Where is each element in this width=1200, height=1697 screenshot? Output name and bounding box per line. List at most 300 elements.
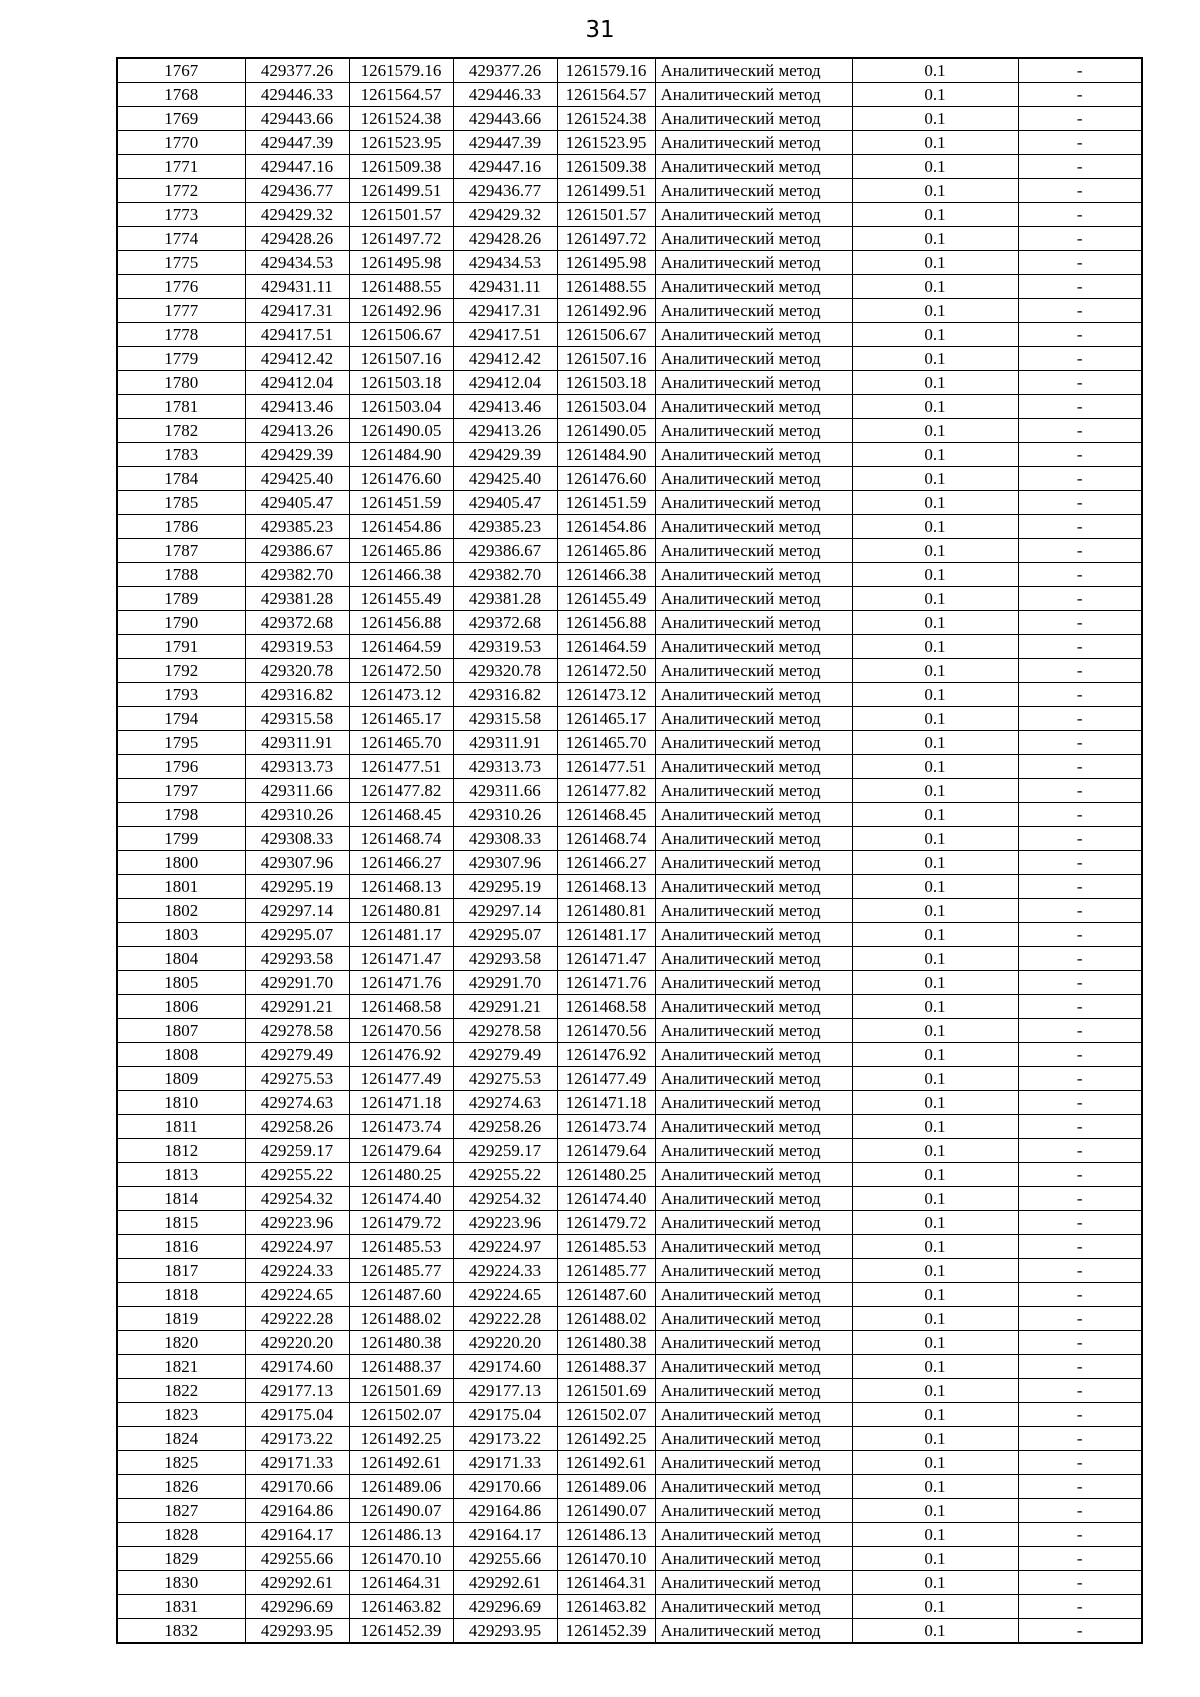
x-new-cell: 429382.70 <box>453 563 557 587</box>
table-row <box>117 251 1142 275</box>
note-cell: - <box>1018 1067 1142 1091</box>
y-old-cell: 1261501.69 <box>349 1379 453 1403</box>
x-new-cell: 429372.68 <box>453 611 557 635</box>
x-new-cell: 429307.96 <box>453 851 557 875</box>
point-number-cell: 1816 <box>117 1235 245 1259</box>
y-new-cell: 1261492.25 <box>557 1427 655 1451</box>
point-number-cell: 1794 <box>117 707 245 731</box>
x-old-cell: 429377.26 <box>245 58 349 83</box>
point-number-cell: 1814 <box>117 1187 245 1211</box>
method-cell: Аналитический метод <box>655 1331 852 1355</box>
x-new-cell: 429413.26 <box>453 419 557 443</box>
precision-cell: 0.1 <box>852 1619 1018 1644</box>
y-new-cell: 1261466.38 <box>557 563 655 587</box>
x-old-cell: 429320.78 <box>245 659 349 683</box>
x-new-cell: 429259.17 <box>453 1139 557 1163</box>
x-old-cell: 429308.33 <box>245 827 349 851</box>
y-old-cell: 1261486.13 <box>349 1523 453 1547</box>
y-old-cell: 1261468.58 <box>349 995 453 1019</box>
precision-cell: 0.1 <box>852 1091 1018 1115</box>
point-number-cell: 1823 <box>117 1403 245 1427</box>
precision-cell: 0.1 <box>852 251 1018 275</box>
y-old-cell: 1261488.02 <box>349 1307 453 1331</box>
method-cell: Аналитический метод <box>655 131 852 155</box>
table-row <box>117 659 1142 683</box>
y-old-cell: 1261465.70 <box>349 731 453 755</box>
precision-cell: 0.1 <box>852 1547 1018 1571</box>
precision-cell: 0.1 <box>852 1187 1018 1211</box>
x-old-cell: 429313.73 <box>245 755 349 779</box>
y-new-cell: 1261477.49 <box>557 1067 655 1091</box>
table-row <box>117 683 1142 707</box>
table-body <box>117 58 1142 1643</box>
method-cell: Аналитический метод <box>655 1235 852 1259</box>
precision-cell: 0.1 <box>852 515 1018 539</box>
point-number-cell: 1828 <box>117 1523 245 1547</box>
x-old-cell: 429311.91 <box>245 731 349 755</box>
precision-cell: 0.1 <box>852 179 1018 203</box>
y-new-cell: 1261474.40 <box>557 1187 655 1211</box>
y-old-cell: 1261479.72 <box>349 1211 453 1235</box>
x-new-cell: 429224.65 <box>453 1283 557 1307</box>
method-cell: Аналитический метод <box>655 515 852 539</box>
y-new-cell: 1261481.17 <box>557 923 655 947</box>
method-cell: Аналитический метод <box>655 1451 852 1475</box>
point-number-cell: 1818 <box>117 1283 245 1307</box>
y-old-cell: 1261477.49 <box>349 1067 453 1091</box>
precision-cell: 0.1 <box>852 443 1018 467</box>
method-cell: Аналитический метод <box>655 563 852 587</box>
table-row <box>117 1235 1142 1259</box>
x-old-cell: 429385.23 <box>245 515 349 539</box>
note-cell: - <box>1018 1259 1142 1283</box>
method-cell: Аналитический метод <box>655 251 852 275</box>
precision-cell: 0.1 <box>852 347 1018 371</box>
table-row <box>117 58 1142 83</box>
table-row <box>117 1427 1142 1451</box>
y-old-cell: 1261466.27 <box>349 851 453 875</box>
precision-cell: 0.1 <box>852 947 1018 971</box>
x-old-cell: 429447.16 <box>245 155 349 179</box>
y-old-cell: 1261484.90 <box>349 443 453 467</box>
x-old-cell: 429431.11 <box>245 275 349 299</box>
note-cell: - <box>1018 899 1142 923</box>
x-new-cell: 429447.39 <box>453 131 557 155</box>
precision-cell: 0.1 <box>852 1043 1018 1067</box>
x-new-cell: 429315.58 <box>453 707 557 731</box>
x-old-cell: 429223.96 <box>245 1211 349 1235</box>
x-old-cell: 429224.65 <box>245 1283 349 1307</box>
precision-cell: 0.1 <box>852 1283 1018 1307</box>
precision-cell: 0.1 <box>852 611 1018 635</box>
note-cell: - <box>1018 131 1142 155</box>
table-row <box>117 827 1142 851</box>
point-number-cell: 1775 <box>117 251 245 275</box>
x-new-cell: 429436.77 <box>453 179 557 203</box>
y-old-cell: 1261488.55 <box>349 275 453 299</box>
note-cell: - <box>1018 1427 1142 1451</box>
x-old-cell: 429296.69 <box>245 1595 349 1619</box>
y-old-cell: 1261465.17 <box>349 707 453 731</box>
table-row <box>117 779 1142 803</box>
y-old-cell: 1261470.10 <box>349 1547 453 1571</box>
y-old-cell: 1261489.06 <box>349 1475 453 1499</box>
y-new-cell: 1261503.04 <box>557 395 655 419</box>
precision-cell: 0.1 <box>852 395 1018 419</box>
y-new-cell: 1261480.25 <box>557 1163 655 1187</box>
x-old-cell: 429254.32 <box>245 1187 349 1211</box>
y-old-cell: 1261497.72 <box>349 227 453 251</box>
coordinates-table <box>116 57 1143 1644</box>
y-new-cell: 1261497.72 <box>557 227 655 251</box>
point-number-cell: 1770 <box>117 131 245 155</box>
x-old-cell: 429177.13 <box>245 1379 349 1403</box>
note-cell: - <box>1018 755 1142 779</box>
x-new-cell: 429429.32 <box>453 203 557 227</box>
point-number-cell: 1793 <box>117 683 245 707</box>
method-cell: Аналитический метод <box>655 755 852 779</box>
x-new-cell: 429292.61 <box>453 1571 557 1595</box>
table-row <box>117 1523 1142 1547</box>
x-old-cell: 429259.17 <box>245 1139 349 1163</box>
x-new-cell: 429311.66 <box>453 779 557 803</box>
note-cell: - <box>1018 107 1142 131</box>
y-new-cell: 1261451.59 <box>557 491 655 515</box>
y-old-cell: 1261499.51 <box>349 179 453 203</box>
point-number-cell: 1817 <box>117 1259 245 1283</box>
precision-cell: 0.1 <box>852 299 1018 323</box>
method-cell: Аналитический метод <box>655 731 852 755</box>
y-old-cell: 1261507.16 <box>349 347 453 371</box>
y-old-cell: 1261501.57 <box>349 203 453 227</box>
note-cell: - <box>1018 827 1142 851</box>
table-row <box>117 1355 1142 1379</box>
y-new-cell: 1261472.50 <box>557 659 655 683</box>
method-cell: Аналитический метод <box>655 1139 852 1163</box>
x-new-cell: 429417.31 <box>453 299 557 323</box>
table-row <box>117 1139 1142 1163</box>
method-cell: Аналитический метод <box>655 299 852 323</box>
method-cell: Аналитический метод <box>655 107 852 131</box>
y-new-cell: 1261492.96 <box>557 299 655 323</box>
method-cell: Аналитический метод <box>655 1019 852 1043</box>
point-number-cell: 1812 <box>117 1139 245 1163</box>
x-old-cell: 429275.53 <box>245 1067 349 1091</box>
note-cell: - <box>1018 875 1142 899</box>
x-new-cell: 429412.04 <box>453 371 557 395</box>
x-new-cell: 429254.32 <box>453 1187 557 1211</box>
y-new-cell: 1261487.60 <box>557 1283 655 1307</box>
y-new-cell: 1261488.37 <box>557 1355 655 1379</box>
point-number-cell: 1788 <box>117 563 245 587</box>
y-old-cell: 1261476.60 <box>349 467 453 491</box>
method-cell: Аналитический метод <box>655 1499 852 1523</box>
note-cell: - <box>1018 275 1142 299</box>
method-cell: Аналитический метод <box>655 1595 852 1619</box>
y-new-cell: 1261485.77 <box>557 1259 655 1283</box>
x-new-cell: 429224.33 <box>453 1259 557 1283</box>
point-number-cell: 1805 <box>117 971 245 995</box>
table-row <box>117 179 1142 203</box>
precision-cell: 0.1 <box>852 323 1018 347</box>
note-cell: - <box>1018 803 1142 827</box>
x-new-cell: 429417.51 <box>453 323 557 347</box>
x-old-cell: 429434.53 <box>245 251 349 275</box>
note-cell: - <box>1018 1091 1142 1115</box>
method-cell: Аналитический метод <box>655 1427 852 1451</box>
method-cell: Аналитический метод <box>655 491 852 515</box>
y-old-cell: 1261451.59 <box>349 491 453 515</box>
table-row <box>117 803 1142 827</box>
method-cell: Аналитический метод <box>655 1187 852 1211</box>
precision-cell: 0.1 <box>852 995 1018 1019</box>
x-new-cell: 429377.26 <box>453 58 557 83</box>
x-old-cell: 429224.33 <box>245 1259 349 1283</box>
x-new-cell: 429412.42 <box>453 347 557 371</box>
precision-cell: 0.1 <box>852 131 1018 155</box>
y-old-cell: 1261509.38 <box>349 155 453 179</box>
precision-cell: 0.1 <box>852 1571 1018 1595</box>
x-new-cell: 429175.04 <box>453 1403 557 1427</box>
y-old-cell: 1261464.31 <box>349 1571 453 1595</box>
x-old-cell: 429417.31 <box>245 299 349 323</box>
table-row <box>117 1571 1142 1595</box>
method-cell: Аналитический метод <box>655 1307 852 1331</box>
x-old-cell: 429429.39 <box>245 443 349 467</box>
point-number-cell: 1783 <box>117 443 245 467</box>
x-old-cell: 429386.67 <box>245 539 349 563</box>
table-row <box>117 1595 1142 1619</box>
y-old-cell: 1261481.17 <box>349 923 453 947</box>
y-new-cell: 1261473.12 <box>557 683 655 707</box>
y-new-cell: 1261490.05 <box>557 419 655 443</box>
x-new-cell: 429295.19 <box>453 875 557 899</box>
precision-cell: 0.1 <box>852 1235 1018 1259</box>
note-cell: - <box>1018 227 1142 251</box>
x-old-cell: 429295.19 <box>245 875 349 899</box>
y-old-cell: 1261471.47 <box>349 947 453 971</box>
x-new-cell: 429447.16 <box>453 155 557 179</box>
precision-cell: 0.1 <box>852 107 1018 131</box>
precision-cell: 0.1 <box>852 779 1018 803</box>
table-row <box>117 371 1142 395</box>
precision-cell: 0.1 <box>852 971 1018 995</box>
y-new-cell: 1261480.38 <box>557 1331 655 1355</box>
table-row <box>117 1259 1142 1283</box>
precision-cell: 0.1 <box>852 1499 1018 1523</box>
table-row <box>117 1451 1142 1475</box>
table-row <box>117 875 1142 899</box>
x-new-cell: 429381.28 <box>453 587 557 611</box>
precision-cell: 0.1 <box>852 1067 1018 1091</box>
point-number-cell: 1811 <box>117 1115 245 1139</box>
page-number: 31 <box>585 17 615 43</box>
y-old-cell: 1261463.82 <box>349 1595 453 1619</box>
precision-cell: 0.1 <box>852 875 1018 899</box>
y-old-cell: 1261490.05 <box>349 419 453 443</box>
method-cell: Аналитический метод <box>655 203 852 227</box>
note-cell: - <box>1018 971 1142 995</box>
y-new-cell: 1261509.38 <box>557 155 655 179</box>
table-row <box>117 923 1142 947</box>
y-new-cell: 1261465.70 <box>557 731 655 755</box>
y-new-cell: 1261486.13 <box>557 1523 655 1547</box>
table-row <box>117 731 1142 755</box>
y-new-cell: 1261456.88 <box>557 611 655 635</box>
table-row <box>117 899 1142 923</box>
y-new-cell: 1261523.95 <box>557 131 655 155</box>
x-old-cell: 429220.20 <box>245 1331 349 1355</box>
x-old-cell: 429381.28 <box>245 587 349 611</box>
x-old-cell: 429170.66 <box>245 1475 349 1499</box>
point-number-cell: 1829 <box>117 1547 245 1571</box>
y-old-cell: 1261471.18 <box>349 1091 453 1115</box>
table-row <box>117 947 1142 971</box>
note-cell: - <box>1018 1115 1142 1139</box>
note-cell: - <box>1018 1355 1142 1379</box>
y-new-cell: 1261471.47 <box>557 947 655 971</box>
point-number-cell: 1809 <box>117 1067 245 1091</box>
x-old-cell: 429291.21 <box>245 995 349 1019</box>
x-new-cell: 429313.73 <box>453 755 557 779</box>
x-new-cell: 429429.39 <box>453 443 557 467</box>
point-number-cell: 1810 <box>117 1091 245 1115</box>
point-number-cell: 1774 <box>117 227 245 251</box>
precision-cell: 0.1 <box>852 1259 1018 1283</box>
x-new-cell: 429293.58 <box>453 947 557 971</box>
x-new-cell: 429311.91 <box>453 731 557 755</box>
x-old-cell: 429412.42 <box>245 347 349 371</box>
y-old-cell: 1261503.18 <box>349 371 453 395</box>
precision-cell: 0.1 <box>852 1019 1018 1043</box>
x-new-cell: 429255.66 <box>453 1547 557 1571</box>
point-number-cell: 1785 <box>117 491 245 515</box>
point-number-cell: 1776 <box>117 275 245 299</box>
method-cell: Аналитический метод <box>655 971 852 995</box>
note-cell: - <box>1018 707 1142 731</box>
table-row <box>117 419 1142 443</box>
precision-cell: 0.1 <box>852 1523 1018 1547</box>
table-row <box>117 611 1142 635</box>
point-number-cell: 1808 <box>117 1043 245 1067</box>
table-row <box>117 851 1142 875</box>
note-cell: - <box>1018 419 1142 443</box>
x-new-cell: 429291.70 <box>453 971 557 995</box>
table-row <box>117 347 1142 371</box>
table-row <box>117 755 1142 779</box>
point-number-cell: 1780 <box>117 371 245 395</box>
x-old-cell: 429164.86 <box>245 1499 349 1523</box>
method-cell: Аналитический метод <box>655 1259 852 1283</box>
precision-cell: 0.1 <box>852 899 1018 923</box>
table-row <box>117 587 1142 611</box>
note-cell: - <box>1018 83 1142 107</box>
method-cell: Аналитический метод <box>655 58 852 83</box>
note-cell: - <box>1018 58 1142 83</box>
table-row <box>117 155 1142 179</box>
method-cell: Аналитический метод <box>655 1379 852 1403</box>
method-cell: Аналитический метод <box>655 587 852 611</box>
y-old-cell: 1261480.81 <box>349 899 453 923</box>
table-row <box>117 275 1142 299</box>
point-number-cell: 1772 <box>117 179 245 203</box>
y-new-cell: 1261506.67 <box>557 323 655 347</box>
y-new-cell: 1261454.86 <box>557 515 655 539</box>
method-cell: Аналитический метод <box>655 1211 852 1235</box>
y-new-cell: 1261455.49 <box>557 587 655 611</box>
x-old-cell: 429278.58 <box>245 1019 349 1043</box>
x-old-cell: 429297.14 <box>245 899 349 923</box>
method-cell: Аналитический метод <box>655 1403 852 1427</box>
y-new-cell: 1261488.55 <box>557 275 655 299</box>
x-old-cell: 429413.46 <box>245 395 349 419</box>
point-number-cell: 1832 <box>117 1619 245 1644</box>
method-cell: Аналитический метод <box>655 371 852 395</box>
y-old-cell: 1261471.76 <box>349 971 453 995</box>
precision-cell: 0.1 <box>852 803 1018 827</box>
note-cell: - <box>1018 1307 1142 1331</box>
table-row <box>117 1403 1142 1427</box>
x-old-cell: 429382.70 <box>245 563 349 587</box>
y-new-cell: 1261470.10 <box>557 1547 655 1571</box>
precision-cell: 0.1 <box>852 155 1018 179</box>
y-old-cell: 1261480.25 <box>349 1163 453 1187</box>
x-old-cell: 429164.17 <box>245 1523 349 1547</box>
y-old-cell: 1261468.13 <box>349 875 453 899</box>
x-old-cell: 429429.32 <box>245 203 349 227</box>
y-new-cell: 1261507.16 <box>557 347 655 371</box>
point-number-cell: 1798 <box>117 803 245 827</box>
table-row <box>117 131 1142 155</box>
y-new-cell: 1261501.57 <box>557 203 655 227</box>
note-cell: - <box>1018 1139 1142 1163</box>
y-new-cell: 1261485.53 <box>557 1235 655 1259</box>
y-new-cell: 1261499.51 <box>557 179 655 203</box>
precision-cell: 0.1 <box>852 1307 1018 1331</box>
x-old-cell: 429443.66 <box>245 107 349 131</box>
y-new-cell: 1261468.13 <box>557 875 655 899</box>
x-new-cell: 429171.33 <box>453 1451 557 1475</box>
precision-cell: 0.1 <box>852 827 1018 851</box>
y-new-cell: 1261579.16 <box>557 58 655 83</box>
table-row <box>117 467 1142 491</box>
precision-cell: 0.1 <box>852 1163 1018 1187</box>
y-new-cell: 1261492.61 <box>557 1451 655 1475</box>
note-cell: - <box>1018 1331 1142 1355</box>
y-new-cell: 1261465.86 <box>557 539 655 563</box>
note-cell: - <box>1018 1379 1142 1403</box>
method-cell: Аналитический метод <box>655 1067 852 1091</box>
precision-cell: 0.1 <box>852 539 1018 563</box>
table-row <box>117 539 1142 563</box>
y-new-cell: 1261465.17 <box>557 707 655 731</box>
point-number-cell: 1779 <box>117 347 245 371</box>
note-cell: - <box>1018 1619 1142 1644</box>
y-old-cell: 1261466.38 <box>349 563 453 587</box>
x-new-cell: 429297.14 <box>453 899 557 923</box>
method-cell: Аналитический метод <box>655 683 852 707</box>
y-old-cell: 1261579.16 <box>349 58 453 83</box>
note-cell: - <box>1018 347 1142 371</box>
x-old-cell: 429316.82 <box>245 683 349 707</box>
precision-cell: 0.1 <box>852 1475 1018 1499</box>
table-row <box>117 995 1142 1019</box>
y-new-cell: 1261524.38 <box>557 107 655 131</box>
method-cell: Аналитический метод <box>655 1475 852 1499</box>
note-cell: - <box>1018 443 1142 467</box>
note-cell: - <box>1018 635 1142 659</box>
x-new-cell: 429443.66 <box>453 107 557 131</box>
